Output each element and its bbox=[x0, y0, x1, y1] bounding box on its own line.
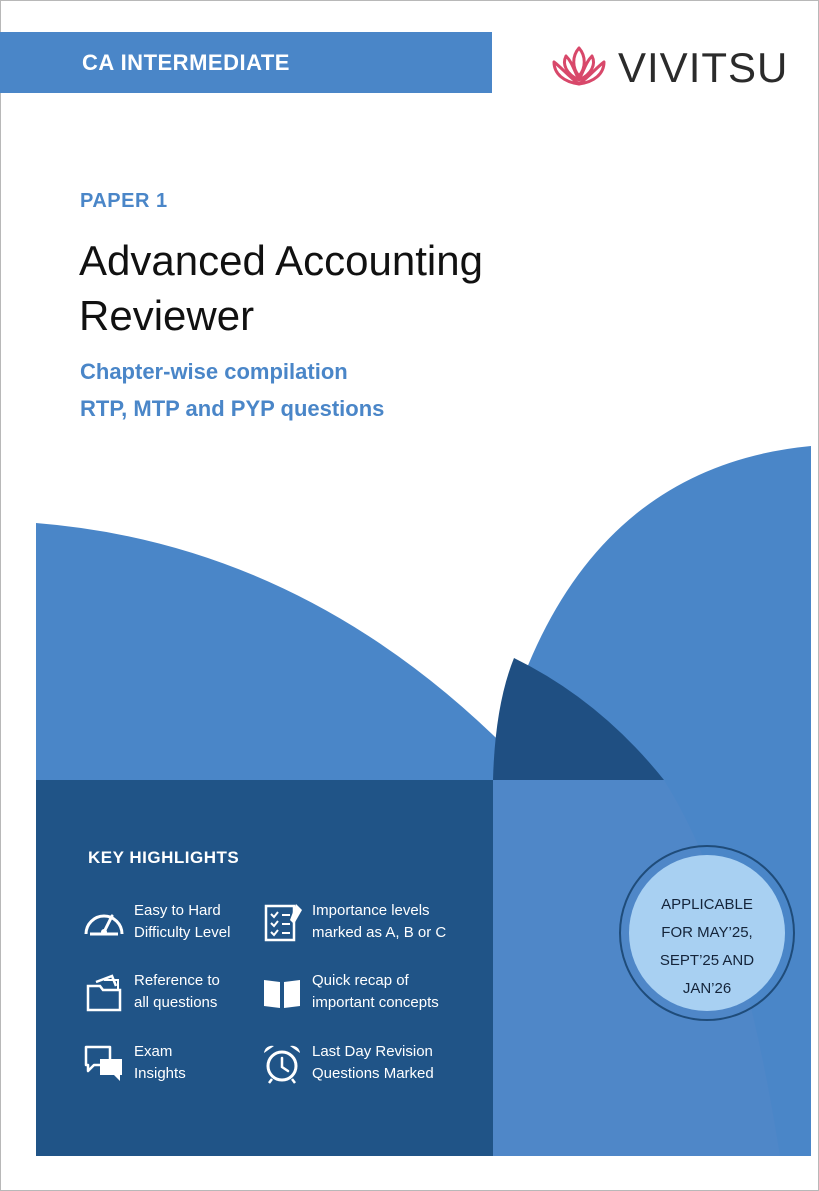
applicability-badge-inner bbox=[629, 855, 785, 1011]
highlight-line: Easy to Hard bbox=[134, 902, 221, 919]
chat-icon bbox=[82, 1041, 126, 1085]
brand-name: VIVITSU bbox=[618, 44, 789, 91]
key-highlights-panel bbox=[36, 780, 493, 1156]
paper-number: PAPER 1 bbox=[80, 190, 168, 212]
highlight-line: Last Day Revision bbox=[312, 1043, 433, 1060]
highlight-line: Importance levels bbox=[312, 902, 430, 919]
applicability-line: APPLICABLE bbox=[661, 896, 753, 913]
highlight-line: important concepts bbox=[312, 994, 439, 1011]
checklist-icon bbox=[260, 900, 304, 944]
highlights-background bbox=[36, 780, 493, 1156]
highlight-text bbox=[312, 900, 472, 944]
lotus-logo-icon bbox=[548, 42, 610, 92]
applicability-text bbox=[629, 891, 785, 1003]
speedometer-icon bbox=[82, 900, 126, 944]
highlight-text bbox=[134, 1041, 279, 1085]
highlight-line: Reference to bbox=[134, 972, 220, 989]
applicability-line: JAN’26 bbox=[682, 980, 732, 997]
alarm-clock-icon bbox=[260, 1041, 304, 1085]
highlight-line: marked as A, B or C bbox=[312, 924, 447, 941]
highlight-text bbox=[312, 1041, 472, 1085]
folder-icon bbox=[82, 970, 126, 1014]
series-label: CA INTERMEDIATE bbox=[82, 50, 290, 75]
highlight-line: Quick recap of bbox=[312, 972, 409, 989]
open-book-icon bbox=[260, 970, 304, 1014]
highlight-line: Exam bbox=[134, 1043, 173, 1060]
highlight-line: Insights bbox=[134, 1065, 186, 1082]
highlight-text bbox=[134, 970, 279, 1014]
highlight-line: Questions Marked bbox=[312, 1065, 434, 1082]
book-title bbox=[79, 233, 639, 343]
book-subtitle: Chapter-wise compilation bbox=[80, 359, 348, 384]
highlight-line: all questions bbox=[134, 994, 218, 1011]
applicability-line: FOR MAY’25, bbox=[661, 924, 753, 941]
highlight-text bbox=[312, 970, 472, 1014]
book-title-line: Reviewer bbox=[79, 292, 255, 339]
highlight-text bbox=[134, 900, 279, 944]
book-subtitle: RTP, MTP and PYP questions bbox=[80, 396, 385, 421]
highlights-title: KEY HIGHLIGHTS bbox=[88, 848, 240, 867]
highlight-line: Difficulty Level bbox=[134, 924, 231, 941]
applicability-badge bbox=[619, 845, 795, 1021]
applicability-line: SEPT’25 AND bbox=[659, 952, 755, 969]
series-banner bbox=[0, 32, 492, 93]
book-title-line: Advanced Accounting bbox=[79, 237, 483, 284]
